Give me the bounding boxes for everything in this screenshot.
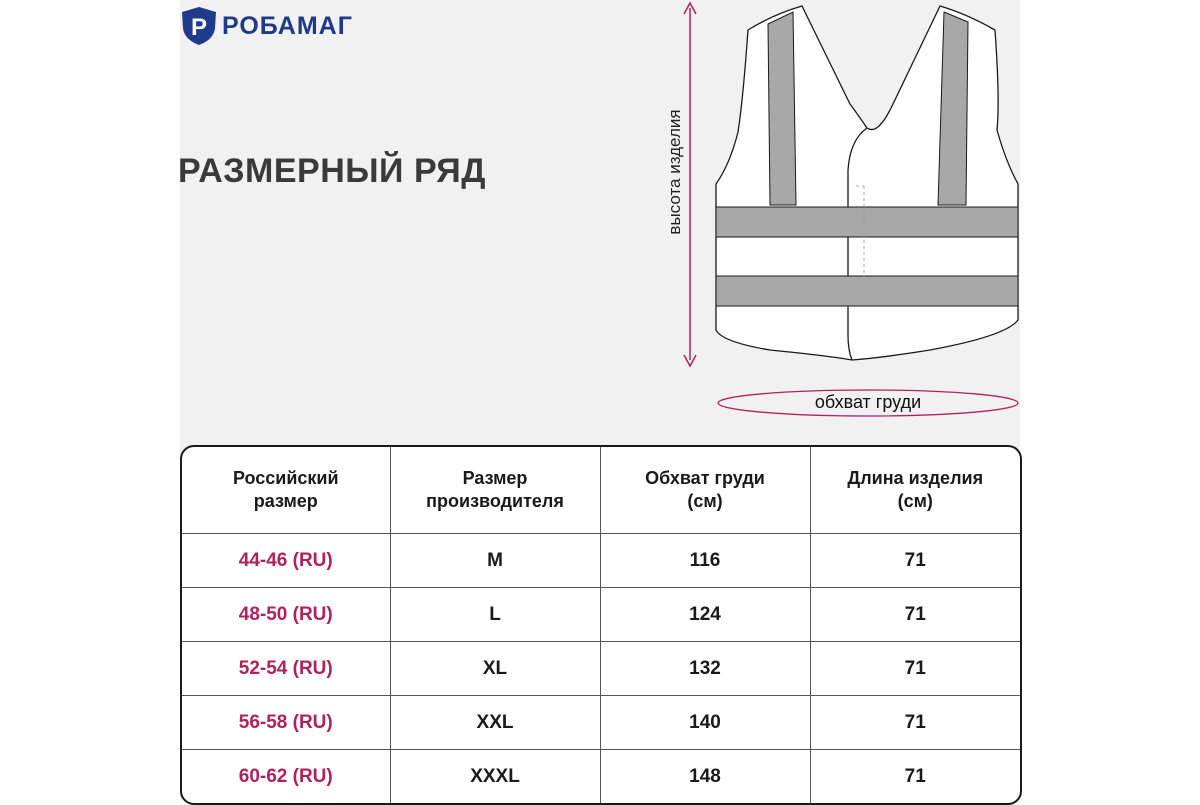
maker-size-cell: M (390, 534, 600, 588)
header-line: (см) (687, 491, 723, 511)
length-cell: 71 (810, 696, 1020, 750)
table-row (182, 588, 1020, 642)
chest-cell: 140 (600, 696, 810, 750)
chest-cell: 124 (600, 588, 810, 642)
length-cell: 71 (810, 642, 1020, 696)
header-maker-size (390, 447, 600, 534)
maker-size-cell: XL (390, 642, 600, 696)
table-row (182, 642, 1020, 696)
chest-cell: 132 (600, 642, 810, 696)
maker-size-cell: L (390, 588, 600, 642)
table-header-row (182, 447, 1020, 534)
maker-size-cell: XXL (390, 696, 600, 750)
ru-size-cell: 44-46 (RU) (182, 534, 390, 588)
ru-size-cell: 60-62 (RU) (182, 750, 390, 804)
header-line: Обхват груди (645, 467, 765, 488)
header-line: (см) (897, 491, 933, 511)
ru-size-cell: 56-58 (RU) (182, 696, 390, 750)
length-cell: 71 (810, 588, 1020, 642)
height-measure-label: высота изделия (665, 109, 684, 235)
chest-cell: 148 (600, 750, 810, 804)
header-line: размер (253, 491, 318, 511)
brand-name: РОБАМАГ (222, 11, 353, 40)
header-line: производителя (426, 491, 564, 511)
length-cell: 71 (904, 765, 926, 787)
ru-size-cell: 52-54 (RU) (182, 642, 390, 696)
maker-size-cell: XXXL (390, 750, 600, 804)
table-row (182, 696, 1020, 750)
header-ru-size (182, 447, 390, 534)
size-table (180, 445, 1022, 805)
table-row (182, 534, 1020, 588)
vest-outline (716, 6, 1018, 360)
page-title: РАЗМЕРНЫЙ РЯД (178, 152, 486, 190)
ru-size-cell: 48-50 (RU) (182, 588, 390, 642)
header-line: Размер (462, 467, 528, 488)
header-line: Российский (232, 467, 339, 488)
header-length (810, 447, 1020, 534)
length-cell: 71 (810, 534, 1020, 588)
height-arrow (684, 3, 696, 366)
header-line: Длина изделия (847, 467, 984, 488)
chest-cell: 116 (600, 534, 810, 588)
table-row (182, 750, 1020, 804)
chest-measure-label: обхват груди (814, 392, 922, 412)
logo-letter: Р (190, 14, 208, 41)
header-chest (600, 447, 810, 534)
